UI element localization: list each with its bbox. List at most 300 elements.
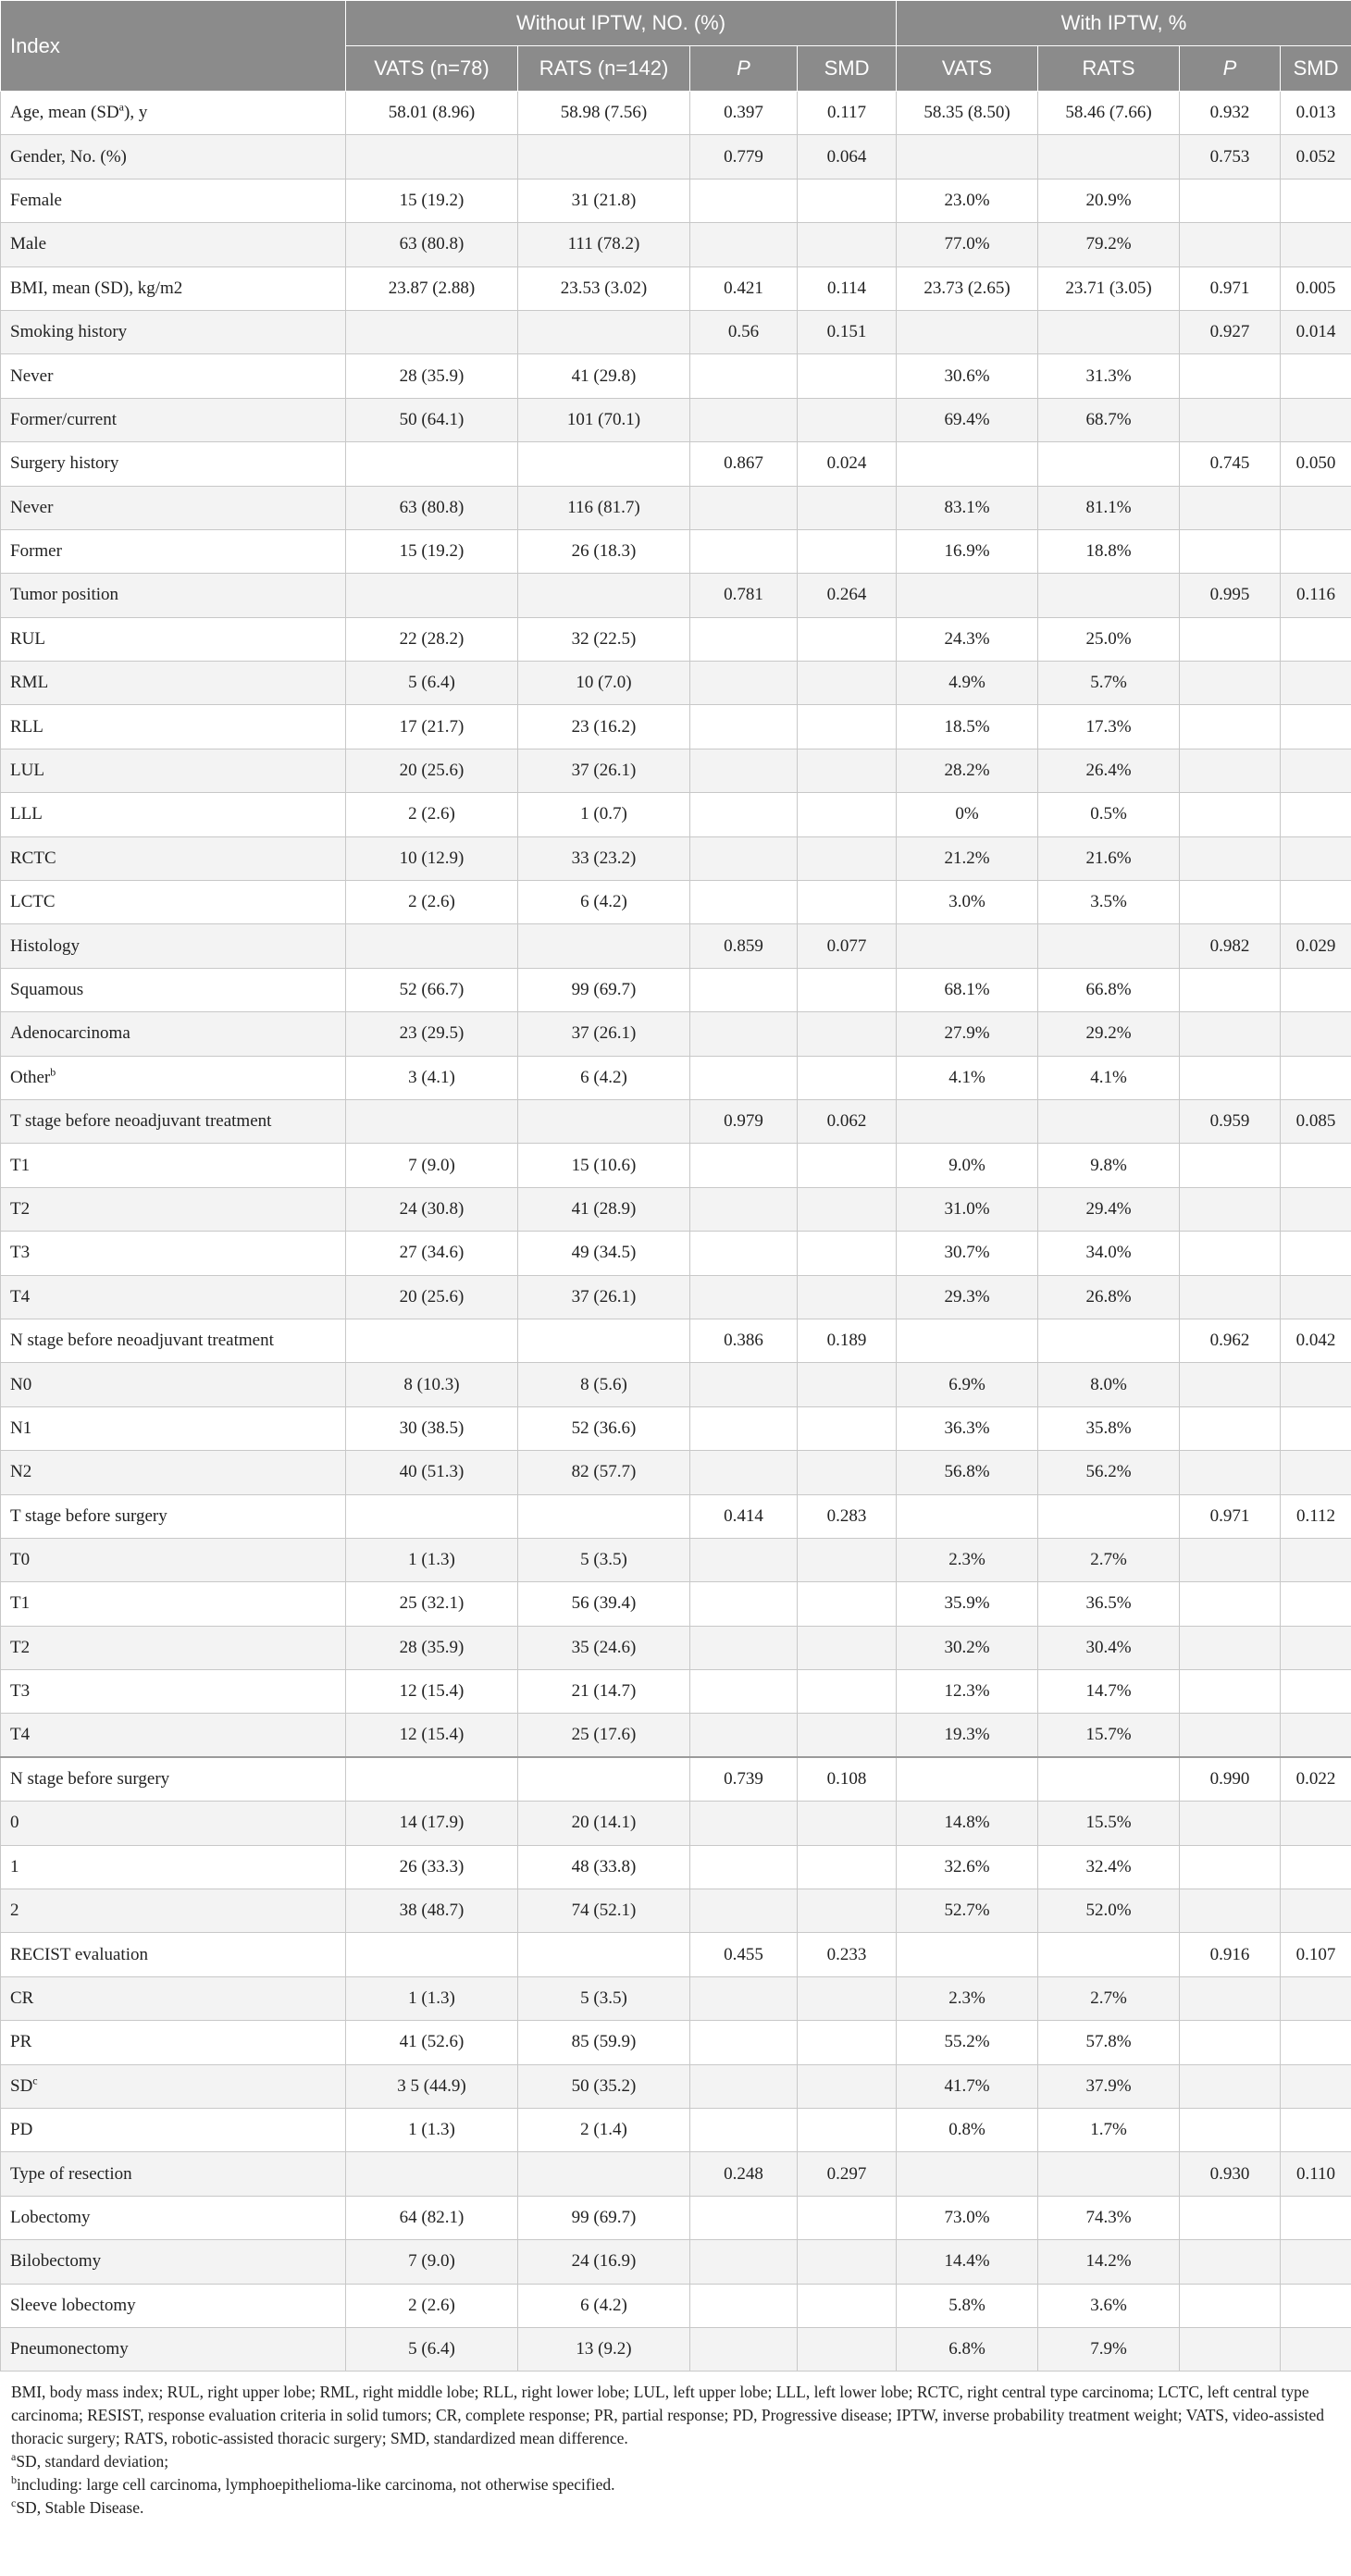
table-row bbox=[1, 1582, 1351, 1626]
rats-value: 37 (26.1) bbox=[518, 749, 690, 792]
table-body bbox=[1, 92, 1351, 2372]
smd-value bbox=[798, 1802, 897, 1845]
p-value bbox=[690, 836, 798, 880]
p-iptw-value bbox=[1180, 486, 1281, 529]
row-label bbox=[1, 1626, 346, 1669]
rats-iptw-value: 29.4% bbox=[1038, 1187, 1180, 1231]
p-value bbox=[690, 1144, 798, 1187]
smd-iptw-value bbox=[1281, 836, 1351, 880]
table-row bbox=[1, 486, 1351, 529]
smd-iptw-value bbox=[1281, 1670, 1351, 1714]
rats-iptw-value bbox=[1038, 1319, 1180, 1362]
p-iptw-value: 0.971 bbox=[1180, 1494, 1281, 1538]
smd-value: 0.233 bbox=[798, 1933, 897, 1976]
p-iptw-value bbox=[1180, 1363, 1281, 1406]
vats-iptw-value bbox=[897, 1757, 1038, 1801]
smd-iptw-value bbox=[1281, 1406, 1351, 1450]
vats-iptw-value: 5.8% bbox=[897, 2284, 1038, 2327]
p-iptw-value bbox=[1180, 2196, 1281, 2239]
row-label-text: N0 bbox=[10, 1374, 32, 1394]
vats-iptw-value bbox=[897, 574, 1038, 617]
rats-value: 10 (7.0) bbox=[518, 662, 690, 705]
smd-value bbox=[798, 836, 897, 880]
rats-iptw-value: 3.5% bbox=[1038, 881, 1180, 924]
vats-iptw-value: 24.3% bbox=[897, 617, 1038, 661]
row-label bbox=[1, 354, 346, 398]
row-label bbox=[1, 2108, 346, 2151]
rats-iptw-value: 58.46 (7.66) bbox=[1038, 92, 1180, 135]
smd-iptw-value bbox=[1281, 1451, 1351, 1494]
p-iptw-value bbox=[1180, 179, 1281, 222]
smd-value bbox=[798, 2196, 897, 2239]
table-row bbox=[1, 135, 1351, 179]
p-iptw-value bbox=[1180, 1538, 1281, 1581]
smd-value bbox=[798, 1406, 897, 1450]
vats-value: 28 (35.9) bbox=[346, 354, 518, 398]
p-iptw-value: 0.990 bbox=[1180, 1757, 1281, 1801]
rats-iptw-value: 30.4% bbox=[1038, 1626, 1180, 1669]
p-iptw-value bbox=[1180, 1626, 1281, 1669]
col-header-rats-iptw: RATS bbox=[1038, 46, 1180, 92]
vats-iptw-value: 28.2% bbox=[897, 749, 1038, 792]
vats-iptw-value: 6.8% bbox=[897, 2327, 1038, 2371]
table-row bbox=[1, 2240, 1351, 2284]
footnote-b bbox=[11, 2473, 1340, 2496]
row-label bbox=[1, 1275, 346, 1319]
p-value bbox=[690, 1802, 798, 1845]
rats-value: 23 (16.2) bbox=[518, 705, 690, 749]
row-label bbox=[1, 1187, 346, 1231]
smd-iptw-value bbox=[1281, 662, 1351, 705]
vats-iptw-value: 58.35 (8.50) bbox=[897, 92, 1038, 135]
smd-value: 0.108 bbox=[798, 1757, 897, 1801]
smd-iptw-value bbox=[1281, 1976, 1351, 2020]
vats-value: 12 (15.4) bbox=[346, 1670, 518, 1714]
footnote-c bbox=[11, 2496, 1340, 2520]
table-row bbox=[1, 1976, 1351, 2020]
vats-value: 2 (2.6) bbox=[346, 881, 518, 924]
rats-value: 35 (24.6) bbox=[518, 1626, 690, 1669]
smd-value: 0.264 bbox=[798, 574, 897, 617]
vats-value: 50 (64.1) bbox=[346, 398, 518, 441]
row-label-tail: ), y bbox=[124, 103, 148, 123]
rats-iptw-value: 2.7% bbox=[1038, 1976, 1180, 2020]
p-iptw-value bbox=[1180, 354, 1281, 398]
vats-value bbox=[346, 1933, 518, 1976]
rats-iptw-value: 74.3% bbox=[1038, 2196, 1180, 2239]
rats-value bbox=[518, 924, 690, 968]
rats-value: 26 (18.3) bbox=[518, 529, 690, 573]
rats-iptw-value: 15.7% bbox=[1038, 1714, 1180, 1757]
p-iptw-value bbox=[1180, 1889, 1281, 1933]
rats-iptw-value bbox=[1038, 442, 1180, 486]
p-iptw-value bbox=[1180, 223, 1281, 266]
rats-value: 23.53 (3.02) bbox=[518, 266, 690, 310]
vats-iptw-value: 83.1% bbox=[897, 486, 1038, 529]
smd-value: 0.297 bbox=[798, 2152, 897, 2196]
rats-iptw-value: 52.0% bbox=[1038, 1889, 1180, 1933]
footnote-marker: c bbox=[32, 2074, 38, 2087]
row-label-text: RUL bbox=[10, 628, 45, 649]
p-iptw-value bbox=[1180, 1187, 1281, 1231]
p-value bbox=[690, 749, 798, 792]
vats-value: 5 (6.4) bbox=[346, 662, 518, 705]
vats-value: 10 (12.9) bbox=[346, 836, 518, 880]
p-iptw-value: 0.930 bbox=[1180, 2152, 1281, 2196]
row-label-text: Tumor position bbox=[10, 585, 119, 605]
table-row bbox=[1, 2064, 1351, 2108]
row-label-text: 0 bbox=[10, 1813, 19, 1833]
rats-value bbox=[518, 135, 690, 179]
row-label-text: Lobectomy bbox=[10, 2207, 91, 2227]
col-header-smd: SMD bbox=[798, 46, 897, 92]
p-value: 0.859 bbox=[690, 924, 798, 968]
smd-value bbox=[798, 1976, 897, 2020]
rats-iptw-value: 57.8% bbox=[1038, 2021, 1180, 2064]
table-row bbox=[1, 2108, 1351, 2151]
row-label bbox=[1, 2196, 346, 2239]
row-label bbox=[1, 1714, 346, 1757]
p-value bbox=[690, 2327, 798, 2371]
row-label-text: Age, mean (SD bbox=[10, 103, 119, 123]
table-row bbox=[1, 2021, 1351, 2064]
vats-iptw-value: 55.2% bbox=[897, 2021, 1038, 2064]
row-label-text: N stage before neoadjuvant treatment bbox=[10, 1331, 274, 1351]
p-iptw-value bbox=[1180, 881, 1281, 924]
rats-iptw-value bbox=[1038, 1494, 1180, 1538]
p-value bbox=[690, 1451, 798, 1494]
rats-value: 101 (70.1) bbox=[518, 398, 690, 441]
row-label bbox=[1, 1451, 346, 1494]
smd-iptw-value bbox=[1281, 1056, 1351, 1099]
rats-iptw-value bbox=[1038, 1933, 1180, 1976]
table-row bbox=[1, 266, 1351, 310]
smd-iptw-value bbox=[1281, 1187, 1351, 1231]
row-label-text: Type of resection bbox=[10, 2163, 132, 2184]
vats-value: 2 (2.6) bbox=[346, 2284, 518, 2327]
table-row bbox=[1, 1714, 1351, 1757]
row-label bbox=[1, 1889, 346, 1933]
row-label-text: Former bbox=[10, 541, 62, 562]
p-iptw-value bbox=[1180, 1670, 1281, 1714]
p-value bbox=[690, 1232, 798, 1275]
rats-iptw-value: 1.7% bbox=[1038, 2108, 1180, 2151]
smd-value bbox=[798, 1275, 897, 1319]
smd-value bbox=[798, 486, 897, 529]
rats-iptw-value: 79.2% bbox=[1038, 223, 1180, 266]
p-value bbox=[690, 223, 798, 266]
rats-iptw-value bbox=[1038, 2152, 1180, 2196]
col-header-p-iptw: P bbox=[1180, 46, 1281, 92]
rats-iptw-value: 23.71 (3.05) bbox=[1038, 266, 1180, 310]
smd-iptw-value bbox=[1281, 1714, 1351, 1757]
row-label-text: LUL bbox=[10, 761, 44, 781]
vats-value: 15 (19.2) bbox=[346, 179, 518, 222]
rats-iptw-value: 56.2% bbox=[1038, 1451, 1180, 1494]
rats-iptw-value: 35.8% bbox=[1038, 1406, 1180, 1450]
table-row bbox=[1, 2327, 1351, 2371]
p-iptw-value bbox=[1180, 1451, 1281, 1494]
row-label bbox=[1, 1538, 346, 1581]
p-value bbox=[690, 1582, 798, 1626]
smd-value bbox=[798, 1232, 897, 1275]
table-row bbox=[1, 310, 1351, 353]
rats-value: 99 (69.7) bbox=[518, 2196, 690, 2239]
table-row bbox=[1, 442, 1351, 486]
p-iptw-value bbox=[1180, 398, 1281, 441]
row-label bbox=[1, 1582, 346, 1626]
row-label bbox=[1, 1670, 346, 1714]
table-row bbox=[1, 354, 1351, 398]
index-header: Index bbox=[1, 1, 346, 92]
smd-iptw-value: 0.013 bbox=[1281, 92, 1351, 135]
vats-iptw-value: 29.3% bbox=[897, 1275, 1038, 1319]
p-iptw-value bbox=[1180, 968, 1281, 1011]
p-iptw-value bbox=[1180, 1845, 1281, 1889]
col-header-p: P bbox=[690, 46, 798, 92]
p-iptw-value bbox=[1180, 1056, 1281, 1099]
p-value bbox=[690, 2021, 798, 2064]
p-iptw-value bbox=[1180, 662, 1281, 705]
row-label-text: Squamous bbox=[10, 980, 84, 999]
p-value bbox=[690, 354, 798, 398]
p-iptw-value bbox=[1180, 1802, 1281, 1845]
row-label-text: SD bbox=[10, 2075, 33, 2096]
rats-iptw-value: 9.8% bbox=[1038, 1144, 1180, 1187]
smd-value bbox=[798, 2240, 897, 2284]
row-label-text: LLL bbox=[10, 804, 43, 824]
vats-value: 23.87 (2.88) bbox=[346, 266, 518, 310]
rats-value: 52 (36.6) bbox=[518, 1406, 690, 1450]
rats-value bbox=[518, 1099, 690, 1143]
footnote-a bbox=[11, 2450, 1340, 2473]
smd-iptw-value bbox=[1281, 354, 1351, 398]
rats-iptw-value: 8.0% bbox=[1038, 1363, 1180, 1406]
vats-value: 3 (4.1) bbox=[346, 1056, 518, 1099]
vats-iptw-value: 4.1% bbox=[897, 1056, 1038, 1099]
rats-value: 48 (33.8) bbox=[518, 1845, 690, 1889]
vats-iptw-value: 23.0% bbox=[897, 179, 1038, 222]
smd-value bbox=[798, 223, 897, 266]
smd-iptw-value: 0.022 bbox=[1281, 1757, 1351, 1801]
rats-iptw-value: 31.3% bbox=[1038, 354, 1180, 398]
vats-iptw-value: 30.7% bbox=[897, 1232, 1038, 1275]
row-label bbox=[1, 529, 346, 573]
rats-iptw-value: 18.8% bbox=[1038, 529, 1180, 573]
vats-value: 41 (52.6) bbox=[346, 2021, 518, 2064]
row-label bbox=[1, 1757, 346, 1801]
vats-iptw-value bbox=[897, 1494, 1038, 1538]
rats-iptw-value: 4.1% bbox=[1038, 1056, 1180, 1099]
row-label bbox=[1, 617, 346, 661]
vats-iptw-value: 2.3% bbox=[897, 1976, 1038, 2020]
p-value bbox=[690, 881, 798, 924]
rats-value: 6 (4.2) bbox=[518, 2284, 690, 2327]
p-value bbox=[690, 1012, 798, 1056]
row-label bbox=[1, 1933, 346, 1976]
table-row bbox=[1, 705, 1351, 749]
vats-value: 24 (30.8) bbox=[346, 1187, 518, 1231]
vats-iptw-value bbox=[897, 1319, 1038, 1362]
rats-value: 31 (21.8) bbox=[518, 179, 690, 222]
rats-value: 5 (3.5) bbox=[518, 1538, 690, 1581]
row-label-text: T stage before neoadjuvant treatment bbox=[10, 1111, 272, 1132]
vats-iptw-value: 77.0% bbox=[897, 223, 1038, 266]
row-label-text: CR bbox=[10, 1988, 34, 2008]
smd-iptw-value bbox=[1281, 2284, 1351, 2327]
rats-value bbox=[518, 1494, 690, 1538]
p-iptw-value bbox=[1180, 1144, 1281, 1187]
col-header-vats: VATS (n=78) bbox=[346, 46, 518, 92]
smd-iptw-value bbox=[1281, 793, 1351, 836]
smd-iptw-value bbox=[1281, 179, 1351, 222]
p-value: 0.779 bbox=[690, 135, 798, 179]
smd-iptw-value bbox=[1281, 2196, 1351, 2239]
smd-value bbox=[798, 1845, 897, 1889]
footnote-mark: a bbox=[11, 2450, 17, 2464]
table-footnotes bbox=[0, 2372, 1351, 2520]
p-iptw-value bbox=[1180, 2327, 1281, 2371]
smd-value bbox=[798, 2284, 897, 2327]
row-label-text: T3 bbox=[10, 1681, 31, 1702]
p-value bbox=[690, 398, 798, 441]
vats-value bbox=[346, 924, 518, 968]
table-row bbox=[1, 179, 1351, 222]
vats-value bbox=[346, 1319, 518, 1362]
smd-value bbox=[798, 1582, 897, 1626]
row-label bbox=[1, 1494, 346, 1538]
smd-iptw-value bbox=[1281, 1363, 1351, 1406]
table-row bbox=[1, 968, 1351, 1011]
vats-value: 2 (2.6) bbox=[346, 793, 518, 836]
vats-value bbox=[346, 1099, 518, 1143]
row-label-text: Male bbox=[10, 234, 47, 254]
rats-value: 74 (52.1) bbox=[518, 1889, 690, 1933]
vats-iptw-value: 73.0% bbox=[897, 2196, 1038, 2239]
row-label-text: RLL bbox=[10, 716, 43, 737]
row-label bbox=[1, 574, 346, 617]
smd-value bbox=[798, 529, 897, 573]
table-row bbox=[1, 1187, 1351, 1231]
smd-value bbox=[798, 968, 897, 1011]
rats-iptw-value: 3.6% bbox=[1038, 2284, 1180, 2327]
table-row bbox=[1, 1451, 1351, 1494]
table-row bbox=[1, 924, 1351, 968]
table-row bbox=[1, 1538, 1351, 1581]
row-label-text: 1 bbox=[10, 1856, 19, 1876]
smd-value bbox=[798, 662, 897, 705]
smd-iptw-value: 0.107 bbox=[1281, 1933, 1351, 1976]
vats-value: 8 (10.3) bbox=[346, 1363, 518, 1406]
rats-iptw-value: 26.8% bbox=[1038, 1275, 1180, 1319]
p-iptw-value bbox=[1180, 749, 1281, 792]
row-label-text: T1 bbox=[10, 1593, 31, 1614]
vats-iptw-value: 2.3% bbox=[897, 1538, 1038, 1581]
rats-value bbox=[518, 1319, 690, 1362]
p-value bbox=[690, 2284, 798, 2327]
vats-value bbox=[346, 574, 518, 617]
row-label-text: N1 bbox=[10, 1418, 32, 1438]
table-row bbox=[1, 1757, 1351, 1801]
row-label-text: Other bbox=[10, 1067, 51, 1087]
footnote-mark: b bbox=[11, 2473, 17, 2487]
smd-iptw-value bbox=[1281, 223, 1351, 266]
footnote-marker: b bbox=[50, 1065, 56, 1079]
row-label bbox=[1, 2284, 346, 2327]
vats-iptw-value: 3.0% bbox=[897, 881, 1038, 924]
rats-value: 41 (29.8) bbox=[518, 354, 690, 398]
p-value bbox=[690, 2108, 798, 2151]
rats-value: 58.98 (7.56) bbox=[518, 92, 690, 135]
rats-iptw-value: 36.5% bbox=[1038, 1582, 1180, 1626]
vats-value: 22 (28.2) bbox=[346, 617, 518, 661]
rats-iptw-value: 81.1% bbox=[1038, 486, 1180, 529]
rats-value: 6 (4.2) bbox=[518, 1056, 690, 1099]
table-row bbox=[1, 574, 1351, 617]
vats-value: 63 (80.8) bbox=[346, 486, 518, 529]
table-row bbox=[1, 1889, 1351, 1933]
rats-value: 56 (39.4) bbox=[518, 1582, 690, 1626]
rats-iptw-value: 29.2% bbox=[1038, 1012, 1180, 1056]
footnote-text: SD, standard deviation; bbox=[16, 2452, 169, 2471]
footnote-marker: a bbox=[118, 100, 124, 114]
row-label-text: Sleeve lobectomy bbox=[10, 2295, 136, 2315]
row-label-text: LCTC bbox=[10, 892, 56, 912]
smd-iptw-value bbox=[1281, 398, 1351, 441]
row-label bbox=[1, 135, 346, 179]
row-label bbox=[1, 2152, 346, 2196]
vats-value: 26 (33.3) bbox=[346, 1845, 518, 1889]
vats-value: 7 (9.0) bbox=[346, 1144, 518, 1187]
row-label bbox=[1, 1363, 346, 1406]
vats-value: 5 (6.4) bbox=[346, 2327, 518, 2371]
vats-value: 23 (29.5) bbox=[346, 1012, 518, 1056]
vats-value: 1 (1.3) bbox=[346, 1976, 518, 2020]
vats-value: 38 (48.7) bbox=[346, 1889, 518, 1933]
rats-iptw-value bbox=[1038, 1757, 1180, 1801]
p-iptw-value bbox=[1180, 2284, 1281, 2327]
table-row bbox=[1, 1406, 1351, 1450]
smd-iptw-value bbox=[1281, 1012, 1351, 1056]
smd-iptw-value bbox=[1281, 1845, 1351, 1889]
table-row bbox=[1, 92, 1351, 135]
vats-value: 3 5 (44.9) bbox=[346, 2064, 518, 2108]
p-value: 0.386 bbox=[690, 1319, 798, 1362]
smd-value bbox=[798, 1538, 897, 1581]
smd-value bbox=[798, 2108, 897, 2151]
vats-iptw-value bbox=[897, 924, 1038, 968]
vats-value bbox=[346, 135, 518, 179]
p-value bbox=[690, 1626, 798, 1669]
row-label-text: T1 bbox=[10, 1155, 31, 1175]
vats-iptw-value: 14.8% bbox=[897, 1802, 1038, 1845]
vats-iptw-value: 69.4% bbox=[897, 398, 1038, 441]
rats-value: 33 (23.2) bbox=[518, 836, 690, 880]
row-label bbox=[1, 2327, 346, 2371]
vats-value: 52 (66.7) bbox=[346, 968, 518, 1011]
p-iptw-value bbox=[1180, 2108, 1281, 2151]
row-label bbox=[1, 266, 346, 310]
table-row bbox=[1, 2152, 1351, 2196]
vats-value bbox=[346, 1494, 518, 1538]
rats-iptw-value: 25.0% bbox=[1038, 617, 1180, 661]
smd-value bbox=[798, 881, 897, 924]
rats-iptw-value bbox=[1038, 1099, 1180, 1143]
header-group-row bbox=[1, 1, 1351, 46]
vats-iptw-value bbox=[897, 442, 1038, 486]
smd-value bbox=[798, 179, 897, 222]
smd-iptw-value: 0.052 bbox=[1281, 135, 1351, 179]
